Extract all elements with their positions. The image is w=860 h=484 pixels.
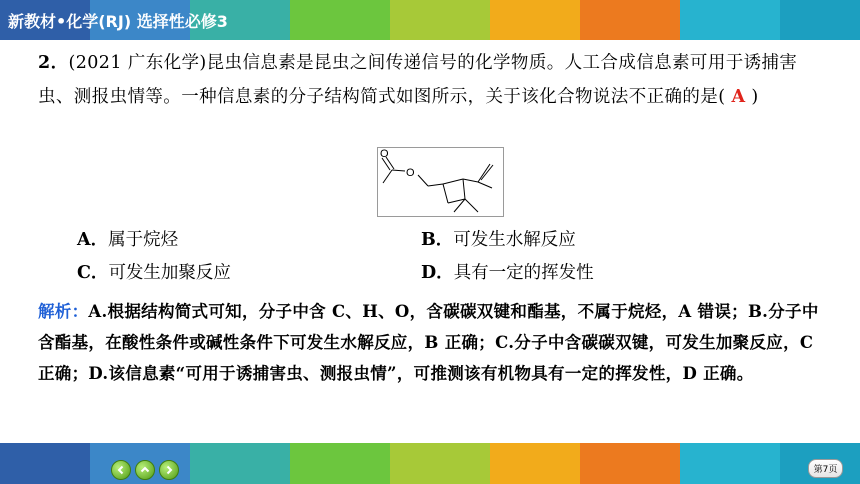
answer-letter: A (731, 87, 746, 107)
oxygen-label-carbonyl: O (380, 148, 389, 160)
header-color-block (290, 0, 390, 40)
option-a-text: 属于烷烃 (108, 230, 179, 250)
explanation-label: 解析： (38, 302, 89, 321)
structure-diagram (377, 147, 504, 217)
header-color-block (680, 0, 780, 40)
chevron-right-icon (164, 465, 174, 475)
option-d-letter: D． (421, 263, 454, 283)
option-c-text: 可发生加聚反应 (108, 263, 231, 283)
option-b-text: 可发生水解反应 (453, 230, 576, 250)
question-stem-end: ) (751, 87, 759, 107)
question-stem: (2021 广东化学)昆虫信息素是昆虫之间传递信号的化学物质。人工合成信息素可用于诱捕害虫、测报虫情等。一种信息素的分子结构简式如图所示，关于该化合物说法不正确的是( (38, 53, 798, 107)
explanation (38, 296, 822, 389)
footer-color-block (290, 443, 390, 484)
footer-color-block (580, 443, 680, 484)
chevron-left-icon (116, 465, 126, 475)
header-color-block (580, 0, 680, 40)
footer-color-block (490, 443, 580, 484)
question-text (38, 46, 822, 114)
option-d-text: 具有一定的挥发性 (453, 263, 594, 283)
option-c (77, 259, 231, 284)
explanation-text: A.根据结构简式可知，分子中含 C、H、O，含碳碳双键和酯基，不属于烷烃，A 错误；B.分子中含酯基，在酸性条件或碱性条件下可发生水解反应，B 正确；C.分子中含碳碳双键，可发生加聚反应，C 正确；D.该信息素“可用于诱捕害虫、测报虫情”，可推测该有机物具有一定的挥发性，D 正确。 (38, 302, 819, 383)
option-b (421, 226, 576, 251)
footer-color-block (680, 443, 780, 484)
option-b-letter: B． (421, 230, 454, 250)
header-color-block (780, 0, 860, 40)
header-color-block (390, 0, 490, 40)
chevron-up-icon (140, 465, 150, 475)
next-button[interactable] (159, 460, 179, 480)
footer-color-block (190, 443, 290, 484)
footer-color-block (0, 443, 90, 484)
page-indicator: 第7页 (808, 459, 843, 478)
option-d (421, 259, 594, 284)
header-color-block (490, 0, 580, 40)
option-a (77, 226, 178, 251)
option-a-letter: A． (77, 230, 109, 250)
question-number: 2． (38, 53, 69, 73)
footer-color-block (390, 443, 490, 484)
home-button[interactable] (135, 460, 155, 480)
prev-button[interactable] (111, 460, 131, 480)
header-title: 新教材•化学(RJ) 选择性必修3 (8, 12, 228, 31)
oxygen-label-ester: O (406, 167, 415, 179)
option-c-letter: C． (77, 263, 109, 283)
molecule-structure (378, 148, 503, 216)
